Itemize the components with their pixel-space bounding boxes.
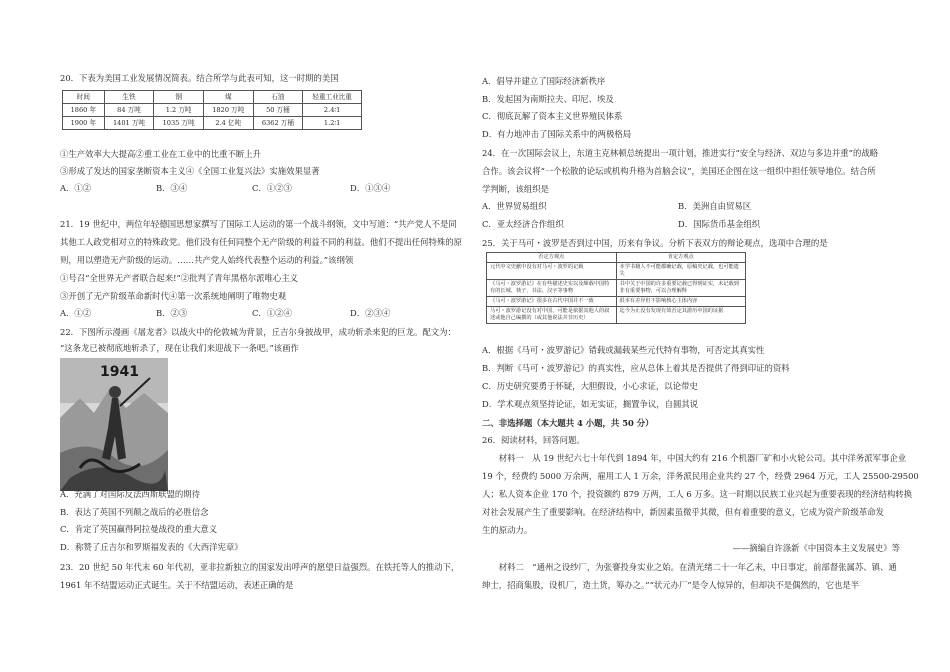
option-c[interactable]: C．①②③	[252, 183, 292, 193]
q24-option-a[interactable]: A．世界贸易组织	[482, 201, 547, 211]
option-a[interactable]: A．①②	[60, 308, 92, 318]
q23-option-c[interactable]: C．彻底瓦解了资本主义世界殖民体系	[482, 111, 623, 121]
table-row	[63, 104, 362, 117]
q20-stem: 20．下表为美国工业发展情况简表。结合所学与此表可知，这一时期的美国	[60, 73, 339, 83]
table-header-cell: 时间	[63, 91, 105, 104]
q23-option-a[interactable]: A．倡导并建立了国际经济新秩序	[482, 76, 606, 86]
option-d[interactable]: D．①③④	[350, 183, 391, 193]
table-cell: 《马可・波罗游记》很多在古代中国并不一致	[487, 297, 617, 307]
q24-stem-2: 合作。该会议将“一个松散的论坛或机构升格为首脑会议”，美国还企图在这一组织中担任领导地位。结合所	[482, 166, 876, 176]
q25-option-b[interactable]: B．判断《马可・波罗游记》的真实性，应从总体上着其是否提供了得到印证的资料	[482, 363, 790, 373]
material-1-source: ——摘编自许涤新《中国资本主义发展史》等	[732, 543, 900, 553]
q23-stem-1: 23．20 世纪 50 年代末 60 年代初，亚非拉新独立的国家发出呼声的愿望日益强烈。在铁托等人的推动下，	[60, 562, 460, 572]
section-2-title: 二、非选择题（本大题共 4 小题，共 50 分）	[482, 418, 654, 428]
table-header-cell: 生铁	[104, 91, 154, 104]
q24-stem-1: 24．在一次国际会议上，东道主克林顿总统提出一项计划，推进实行“安全与经济、双边与多边并重”的战略	[482, 148, 879, 158]
q21-options	[60, 307, 478, 319]
table-cell: 6362 万桶	[253, 117, 303, 130]
table-cell: 本学书籍人不可能都确记载，原稿史记载，也可能遗失	[616, 263, 746, 280]
q25-stem: 25．关于马可・波罗是否到过中国，历来有争议。分析下表双方的辩论观点，选项中合理的是	[482, 238, 828, 248]
table-cell: 1035 万吨	[154, 117, 204, 130]
table-header-cell: 钢	[154, 91, 204, 104]
q23-stem-2: 1961 年不结盟运动正式诞生。关于不结盟运动，表述正确的是	[60, 580, 294, 590]
q20-table	[62, 90, 362, 130]
q25-option-c[interactable]: C．历史研究要勇于怀疑，大胆假设，小心求证，以论带史	[482, 381, 698, 391]
q24-option-c[interactable]: C．亚太经济合作组织	[482, 219, 564, 229]
table-cell: 50 万桶	[253, 104, 303, 117]
table-cell: 《马可・波罗游记》在有些描述史实以及颇载中国特有的长城、筷子、书法、汉字等事物	[487, 280, 617, 297]
table-header-cell: 否定方观点	[487, 253, 617, 263]
option-b[interactable]: B．②③	[156, 308, 188, 318]
table-cell: 1.2∶1	[303, 117, 362, 130]
material-1-line-4: 对社会发展产生了重要影响。在经济结构中，新因素虽微乎其微，但有着重要的意义，它成为资产阶级革命发	[482, 507, 884, 517]
option-a[interactable]: A．①②	[60, 183, 92, 193]
cartoon-year-label: 1941	[100, 364, 139, 380]
q25-debate-table	[486, 252, 746, 324]
q23-option-d[interactable]: D．有力地冲击了国际关系中的两极格局	[482, 129, 632, 139]
material-1-line-2: 19 个，经费约 5000 万余两，雇用工人 1 万余，洋务派民用企业共约 27 个，经费 2964 万元，工人 25500-29500	[482, 471, 919, 481]
q22-stem-2: “这条龙已被彻底地斩杀了，现在让我们来迎战下一条吧。”该画作	[60, 343, 299, 353]
table-cell: 很本有差异但不影响核心主体内容	[616, 297, 746, 307]
q21-item2: ③开创了无产阶级革命新时代④第一次系统地阐明了唯物史观	[60, 291, 287, 301]
table-row	[487, 297, 746, 307]
q23-option-b[interactable]: B．发起国为南斯拉夫、印尼、埃及	[482, 94, 614, 104]
table-cell: 1401 万吨	[104, 117, 154, 130]
q20-options	[60, 182, 478, 194]
q21-stem-1: 21．19 世纪中，两位年轻德国思想家撰写了国际工人运动的第一个战斗纲领，文中写道：“共产党人不是同	[60, 219, 457, 229]
table-header-row	[63, 91, 362, 104]
q26-stem: 26．阅读材料，回答问题。	[482, 435, 585, 445]
q20-item1: ①生产效率大大提高②重工业在工业中的比重不断上升	[60, 149, 261, 159]
material-2-line-2: 绅士，招商集股，设机厂，造土货，筹办之。”“状元办厂”是令人惊异的，但却决不是偶然的，它也是半	[482, 580, 860, 590]
q24-option-d[interactable]: D．国际货币基金组织	[678, 219, 761, 229]
table-row	[63, 117, 362, 130]
material-2-line-1: 材料二 “通州之设纱厂，为张謇投身实业之始。在清光绪二十一年乙未，中日事定，前部督张属苏、镇、通	[498, 562, 897, 572]
q22-option-b[interactable]: B．表达了英国不列颠之战后的必胜信念	[60, 507, 209, 517]
q24-option-b[interactable]: B．美洲自由贸易区	[678, 201, 752, 211]
q21-item1: ①号召“全世界无产者联合起来!”②批判了青年黑格尔派唯心主义	[60, 273, 299, 283]
dragon-slayer-cartoon	[60, 358, 168, 491]
q24-stem-3: 学判断，该组织是	[482, 184, 549, 194]
q22-option-a[interactable]: A．充满了对国际反法西斯联盟的期待	[60, 489, 201, 499]
q22-option-d[interactable]: D．称赞了丘吉尔和罗斯福发表的《大西洋宪章》	[60, 542, 243, 552]
table-header-cell: 肯定方观点	[616, 253, 746, 263]
table-cell: 1900 年	[63, 117, 105, 130]
table-header-cell: 轻重工业比重	[303, 91, 362, 104]
q25-option-a[interactable]: A．根据《马可・波罗游记》错载或漏载某些元代特有事物，可否定其真实性	[482, 345, 765, 355]
table-header-cell: 煤	[203, 91, 253, 104]
table-cell: 书中关于中国的许多重要记载已得到证实，未记载到非有重要事物，可以合理解释	[616, 280, 746, 297]
q20-item2: ③形成了发达的国家垄断资本主义④《全国工业复兴法》实施效果显著	[60, 166, 320, 176]
q21-stem-2: 其他工人政党相对立的特殊政党。他们没有任何同整个无产阶级的利益不同的利益。他们不提出任何特殊的原	[60, 237, 462, 247]
table-cell: 元代中文史献中没有对马可・波罗的记载	[487, 263, 617, 280]
q21-stem-3: 则，用以塑造无产阶级的运动。……共产党人始终代表整个运动的利益。”该纲领	[60, 255, 354, 265]
material-1-line-3: 人；私人资本企业 170 个，投资额约 879 万两，工人 6 万多。这一时期以民族工业兴起为重要表现的经济结构转换	[482, 489, 913, 499]
table-header-cell: 石油	[253, 91, 303, 104]
option-b[interactable]: B．③④	[156, 183, 188, 193]
table-cell: 84 万吨	[104, 104, 154, 117]
table-cell: 迄今为止没有发现有效否定其游历中国的证据	[616, 307, 746, 324]
table-row	[487, 280, 746, 297]
option-d[interactable]: D．②③④	[350, 308, 391, 318]
table-row	[487, 307, 746, 324]
table-cell: 1860 年	[63, 104, 105, 117]
q25-option-d[interactable]: D．学术观点须坚持论证，如无实证，搁置争议，自圆其说	[482, 399, 699, 409]
table-cell: 2.4 亿吨	[203, 117, 253, 130]
table-cell: 1820 万吨	[203, 104, 253, 117]
table-header-row	[487, 253, 746, 263]
table-cell: 1.2 万吨	[154, 104, 204, 117]
q22-option-c[interactable]: C．肯定了英国赢得阿拉曼战役的重大意义	[60, 524, 218, 534]
table-cell: 2.4∶1	[303, 104, 362, 117]
table-row	[487, 263, 746, 280]
option-c[interactable]: C．①②④	[252, 308, 292, 318]
material-1-line-1: 材料一 从 19 世纪六七十年代到 1894 年，中国大约有 216 个机器厂矿和小火轮公司。其中洋务派军事企业	[498, 453, 907, 463]
table-cell: 马可・波罗游记没有对中国，可能是依据其他人的叙述或他自己编撰的（或其他说法并非历史）	[487, 307, 617, 324]
q22-stem-1: 22．下图所示漫画《屠龙者》以战火中的伦敦城为背景，丘吉尔身披战甲，成功斩杀来犯的巨龙。配文为：	[60, 327, 456, 337]
material-1-line-5: 生的原动力。	[482, 525, 533, 535]
